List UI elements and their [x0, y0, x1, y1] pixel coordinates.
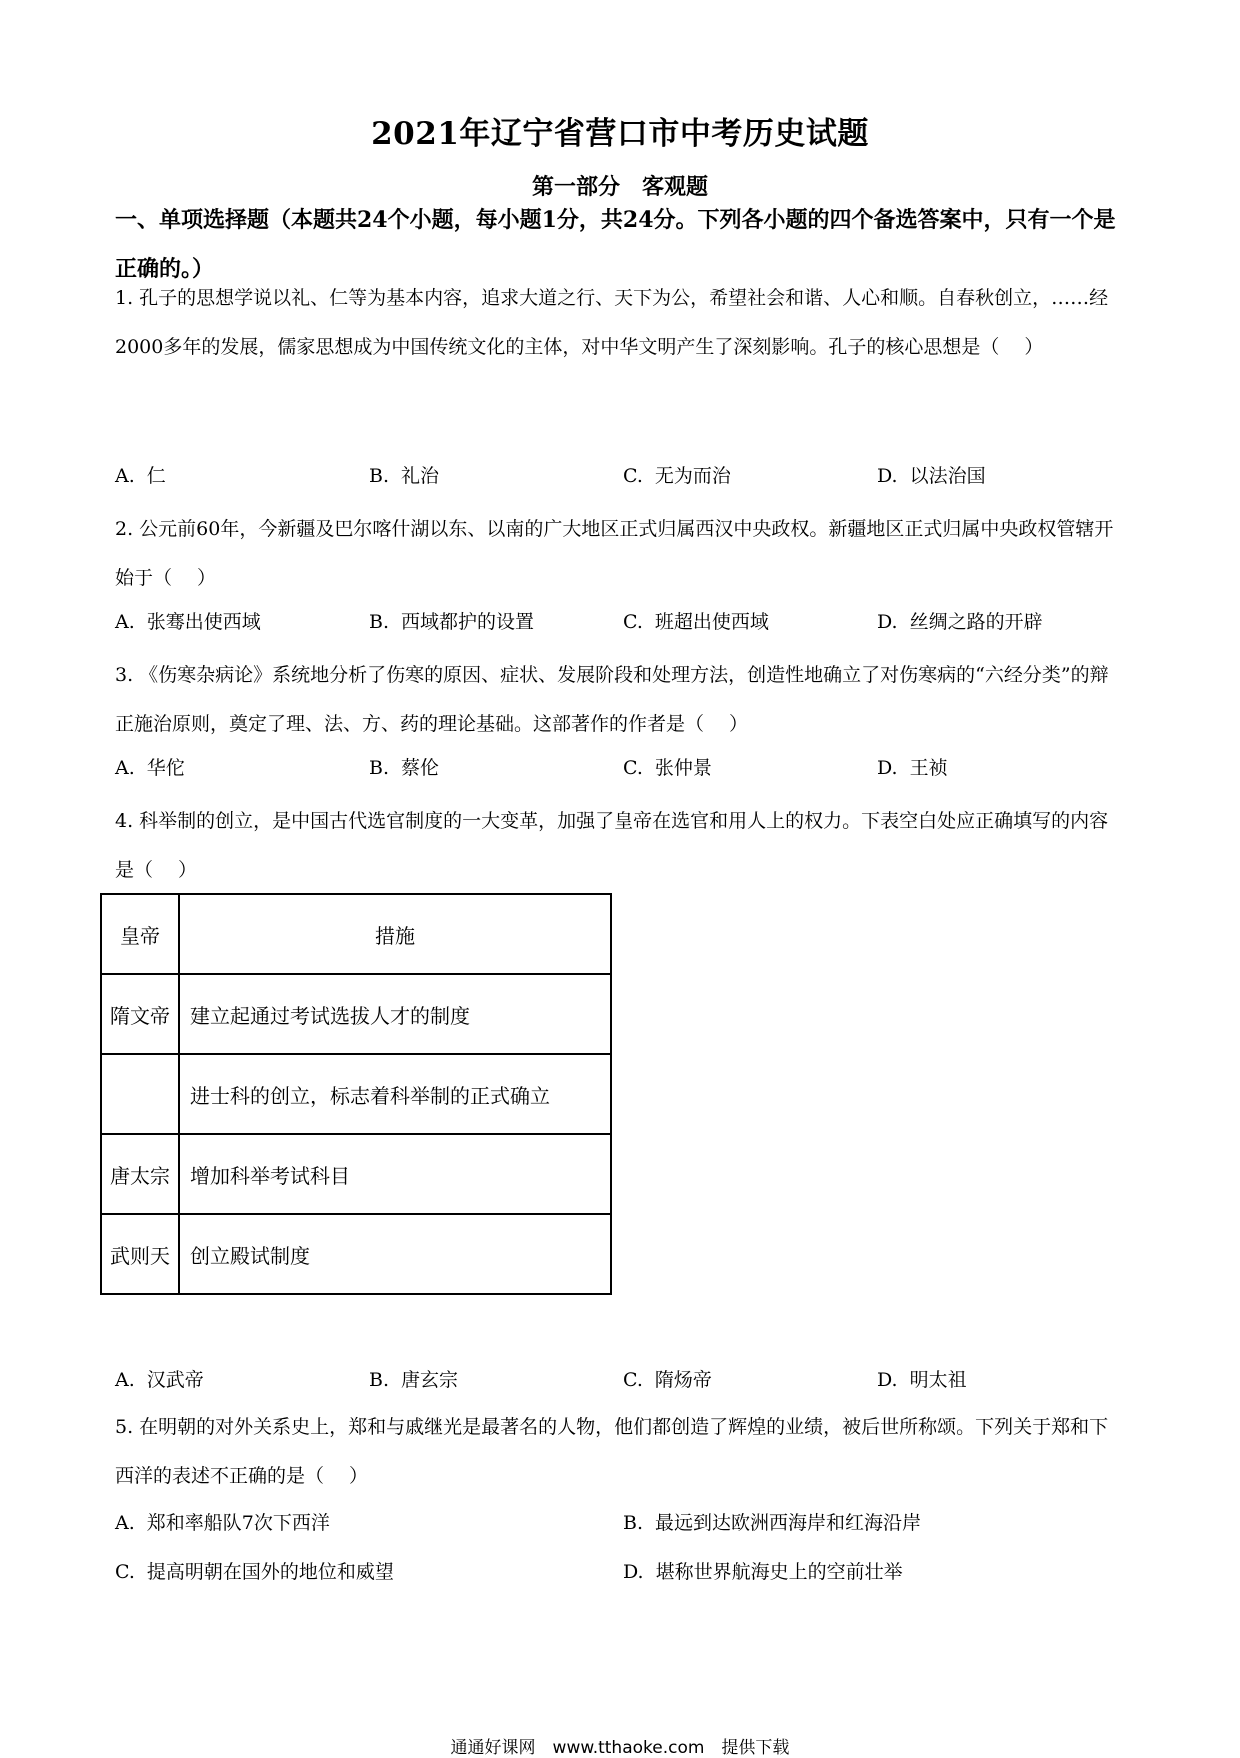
question-3-option-b: B. 蔡伦 [369, 757, 440, 779]
table-header-row [101, 894, 611, 974]
question-1-option-b: B. 礼治 [369, 465, 440, 487]
question-4-table [100, 893, 612, 1295]
question-5-option-a: A. 郑和率船队7次下西洋 [115, 1512, 330, 1534]
table-cell-emperor-blank [101, 1054, 179, 1134]
question-2-options [115, 607, 1125, 647]
question-2-stem: 2. 公元前60年，今新疆及巴尔喀什湖以东、以南的广大地区正式归属西汉中央政权。新疆地区正式归属中央政权管辖开始于（ ） [115, 518, 1114, 589]
table-cell-measure: 创立殿试制度 [179, 1214, 611, 1294]
question-1-option-a: A. 仁 [115, 465, 166, 487]
question-2-option-a: A. 张骞出使西域 [115, 611, 261, 633]
table-header-emperor: 皇帝 [101, 894, 179, 974]
question-5-option-c: C. 提高明朝在国外的地位和威望 [115, 1561, 394, 1583]
question-4-options [115, 1365, 1125, 1405]
table-cell-measure: 建立起通过考试选拔人才的制度 [179, 974, 611, 1054]
part-heading: 第一部分 客观题 [531, 174, 708, 200]
question-4-stem: 4. 科举制的创立，是中国古代选官制度的一大变革，加强了皇帝在选官和用人上的权力。下表空白处应正确填写的内容是（ ） [115, 810, 1109, 881]
table-cell-emperor: 武则天 [101, 1214, 179, 1294]
question-1-stem: 1. 孔子的思想学说以礼、仁等为基本内容，追求大道之行、天下为公，希望社会和谐、人心和顺。自春秋创立，……经2000多年的发展，儒家思想成为中国传统文化的主体，对中华文明产生了深刻影响。孔子的核心思想是（ ） [115, 287, 1109, 358]
page-footer: 通通好课网 www.tthaoke.com 提供下载 [450, 1738, 790, 1758]
table-cell-emperor: 隋文帝 [101, 974, 179, 1054]
question-5-options-row-1 [115, 1508, 1125, 1548]
question-3-stem: 3. 《伤寒杂病论》系统地分析了伤寒的原因、症状、发展阶段和处理方法，创造性地确立了对伤寒病的“六经分类”的辩正施治原则，奠定了理、法、方、药的理论基础。这部著作的作者是（ ） [115, 664, 1109, 735]
question-5-option-d: D. 堪称世界航海史上的空前壮举 [623, 1561, 903, 1583]
question-4-option-c: C. 隋炀帝 [623, 1369, 712, 1391]
question-4-option-a: A. 汉武帝 [115, 1369, 204, 1391]
table-row [101, 1134, 611, 1214]
table-row [101, 1054, 611, 1134]
question-1-option-d: D. 以法治国 [877, 465, 986, 487]
question-3-option-c: C. 张仲景 [623, 757, 712, 779]
table-cell-emperor: 唐太宗 [101, 1134, 179, 1214]
table-cell-measure: 增加科举考试科目 [179, 1134, 611, 1214]
question-1-option-c: C. 无为而治 [623, 465, 731, 487]
question-5-stem: 5. 在明朝的对外关系史上，郑和与戚继光是最著名的人物，他们都创造了辉煌的业绩，被后世所称颂。下列关于郑和下西洋的表述不正确的是（ ） [115, 1416, 1109, 1487]
question-2-option-d: D. 丝绸之路的开辟 [877, 611, 1043, 633]
section-heading: 一、单项选择题（本题共24个小题，每小题1分，共24分。下列各小题的四个备选答案中，只有一个是正确的。） [115, 207, 1116, 282]
exam-title: 2021年辽宁省营口市中考历史试题 [371, 116, 869, 152]
question-3-options [115, 753, 1125, 793]
table-cell-measure: 进士科的创立，标志着科举制的正式确立 [179, 1054, 611, 1134]
table-row [101, 974, 611, 1054]
table-row [101, 1214, 611, 1294]
question-2-option-c: C. 班超出使西域 [623, 611, 769, 633]
question-2-option-b: B. 西域都护的设置 [369, 611, 535, 633]
question-3-option-a: A. 华佗 [115, 757, 185, 779]
question-1-options [115, 461, 1125, 501]
question-4-option-b: B. 唐玄宗 [369, 1369, 459, 1391]
question-5-option-b: B. 最远到达欧洲西海岸和红海沿岸 [623, 1512, 922, 1534]
question-5-options-row-2 [115, 1557, 1125, 1597]
question-4-option-d: D. 明太祖 [877, 1369, 967, 1391]
question-3-option-d: D. 王祯 [877, 757, 948, 779]
table-header-measure: 措施 [179, 894, 611, 974]
